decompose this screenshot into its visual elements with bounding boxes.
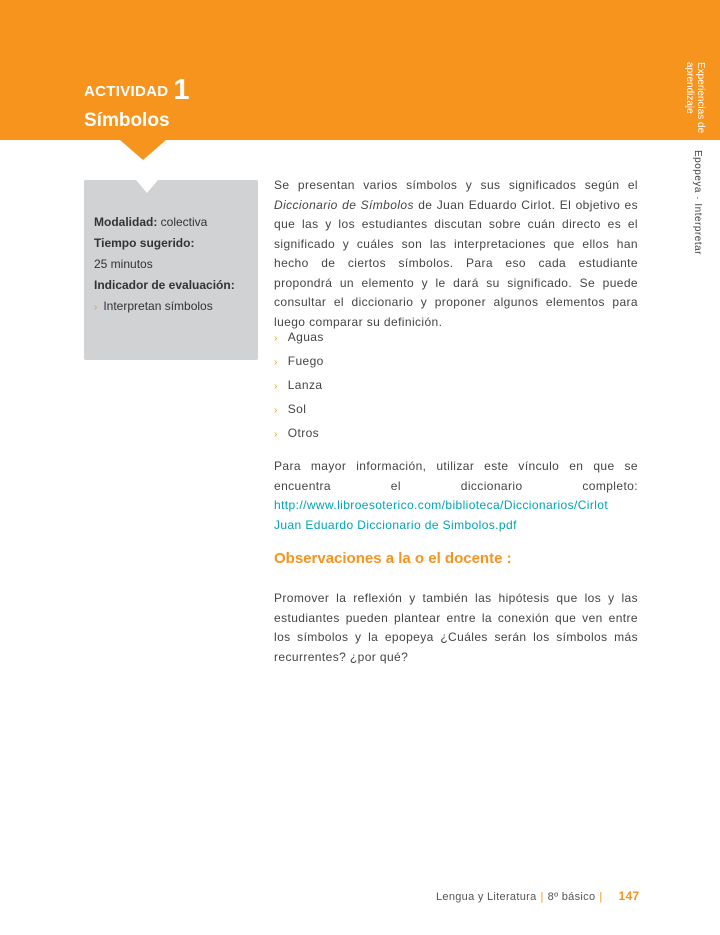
bullet-icon: › [274,405,278,416]
intro-paragraph: Se presentan varios símbolos y sus significados según el Diccionario de Símbolos de Juan Eduardo Cirlot. El objetivo es que las y los estudiantes discutan sobre cuán directo es el significado y cuáles son las interpretaciones que ellos han hecho de ciertos símbolos. Para eso cada estudiante propondrá un elemento y le dará su significado. Se puede consultar el diccionario y proponer algunos elementos para luego comparar su definición. [274,178,638,329]
info-paragraph: Para mayor información, utilizar este vínculo en que se encuentra el diccionario completo: http://www.libroesoterico.com/biblioteca/Diccionarios/Cirlot Juan Eduardo Diccionario de Simbolos.pdf [274,459,638,532]
activity-label [84,74,190,107]
bullet-icon: › [274,381,278,392]
footer-grade: 8º básico [547,891,596,903]
list-item: › Fuego [274,354,324,368]
activity-info-content [94,212,254,318]
banner-pointer [120,140,166,160]
list-item: › Aguas [274,330,324,344]
indicador-label: Indicador de evaluación: [94,278,235,292]
dictionary-link[interactable]: http://www.libroesoterico.com/biblioteca/Diccionarios/Cirlot Juan Eduardo Diccionario de Simbolos.pdf [274,498,609,532]
list-item: › Lanza [274,378,323,392]
activity-word: ACTIVIDAD [84,83,169,100]
page-footer [436,889,639,903]
info-box-notch [136,180,158,193]
modalidad-line [94,212,254,233]
bullet-icon: › [94,302,98,313]
activity-title: Símbolos [84,110,170,131]
modalidad-label: Modalidad: [94,215,158,229]
modalidad-value: colectiva [157,215,208,229]
observations-title: Observaciones a la o el docente : [274,550,512,567]
side-section-label: Experiencias de aprendizaje [684,62,706,134]
elements-list [274,326,638,446]
bullet-icon: › [274,357,278,368]
bullet-icon: › [274,429,278,440]
footer-separator: | [599,891,603,903]
page-number: 147 [618,889,640,903]
side-unit-label: Epopeya · Interpretar [692,150,703,255]
footer-separator: | [540,891,544,903]
tiempo-label: Tiempo sugerido: [94,236,195,250]
bullet-icon: › [274,333,278,344]
tiempo-value: 25 minutos [94,257,153,271]
list-item: › Sol [274,402,307,416]
activity-number: 1 [173,74,190,106]
dictionary-title: Diccionario de Símbolos [274,197,414,212]
footer-subject: Lengua y Literatura [436,891,537,903]
list-item: › Otros [274,426,320,440]
observations-paragraph: Promover la reflexión y también las hipótesis que los y las estudiantes pueden plantear entre la conexión que ven entre los símbolos y la epopeya ¿Cuáles serán los símbolos más recurrentes? ¿por qué? [274,591,638,664]
indicador-item: › Interpretan símbolos [94,299,213,313]
